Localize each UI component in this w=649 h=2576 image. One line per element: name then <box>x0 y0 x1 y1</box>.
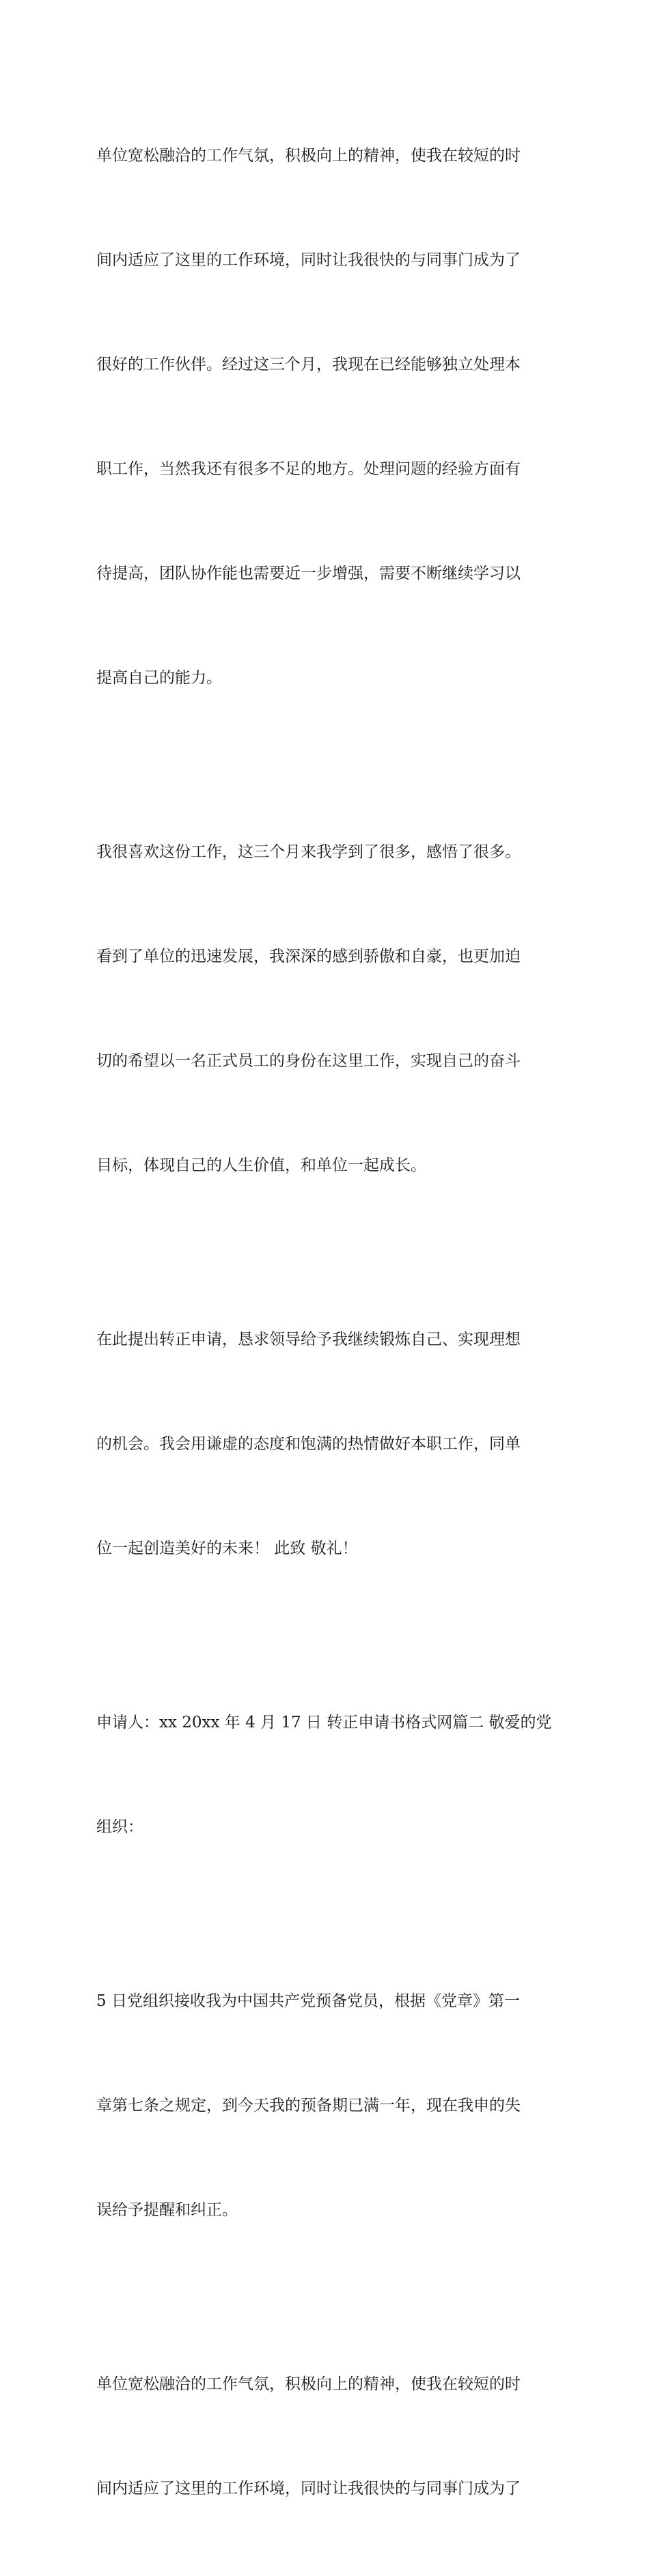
text-line: 目标，体现自己的人生价值，和单位一起成长。 <box>96 1157 426 1174</box>
text-line: 间内适应了这里的工作环境，同时让我很快的与同事门成为了 <box>96 2480 521 2497</box>
paragraph-party-member <box>96 1914 557 2297</box>
paragraph-work-atmosphere-repeat <box>96 2297 557 2576</box>
text-line: 切的希望以一名正式员工的身份在这里工作，实现自己的奋斗 <box>96 1052 521 1070</box>
text-line: 位一起创造美好的未来！ 此致 敬礼！ <box>96 1540 358 1557</box>
paragraph-signature <box>96 1636 557 1914</box>
paragraph-work-atmosphere <box>96 69 557 765</box>
text-line: 单位宽松融洽的工作气氛，积极向上的精神，使我在较短的时 <box>96 2375 521 2393</box>
text-line: 的机会。我会用谦虚的态度和饱满的热情做好本职工作，同单 <box>96 1435 521 1453</box>
paragraph-request <box>96 1253 557 1636</box>
paragraph-like-this-job <box>96 765 557 1253</box>
text-line: 待提高，团队协作能也需要近一步增强，需要不断继续学习以 <box>96 565 521 582</box>
text-line: 章第七条之规定，到今天我的预备期已满一年，现在我申的失 <box>96 2097 521 2114</box>
text-line: 5 日党组织接收我为中国共产党预备党员，根据《党章》第一 <box>96 1992 520 2010</box>
text-line: 职工作，当然我还有很多不足的地方。处理问题的经验方面有 <box>96 460 521 478</box>
text-line: 我很喜欢这份工作，这三个月来我学到了很多，感悟了很多。 <box>96 843 521 861</box>
text-line: 很好的工作伙伴。经过这三个月，我现在已经能够独立处理本 <box>96 356 521 373</box>
text-line: 在此提出转正申请，恳求领导给予我继续锻炼自己、实现理想 <box>96 1331 521 1348</box>
text-line: 组织： <box>96 1818 143 1836</box>
document-body <box>96 69 557 2576</box>
text-line: 申请人：xx 20xx 年 4 月 17 日 转正申请书格式网篇二 敬爱的党 <box>96 1714 552 1731</box>
text-line: 单位宽松融洽的工作气氛，积极向上的精神，使我在较短的时 <box>96 147 521 165</box>
text-line: 间内适应了这里的工作环境，同时让我很快的与同事门成为了 <box>96 251 521 269</box>
text-line: 提高自己的能力。 <box>96 669 222 687</box>
text-line: 误给予提醒和纠正。 <box>96 2201 238 2219</box>
text-line: 看到了单位的迅速发展，我深深的感到骄傲和自豪，也更加迫 <box>96 948 521 965</box>
